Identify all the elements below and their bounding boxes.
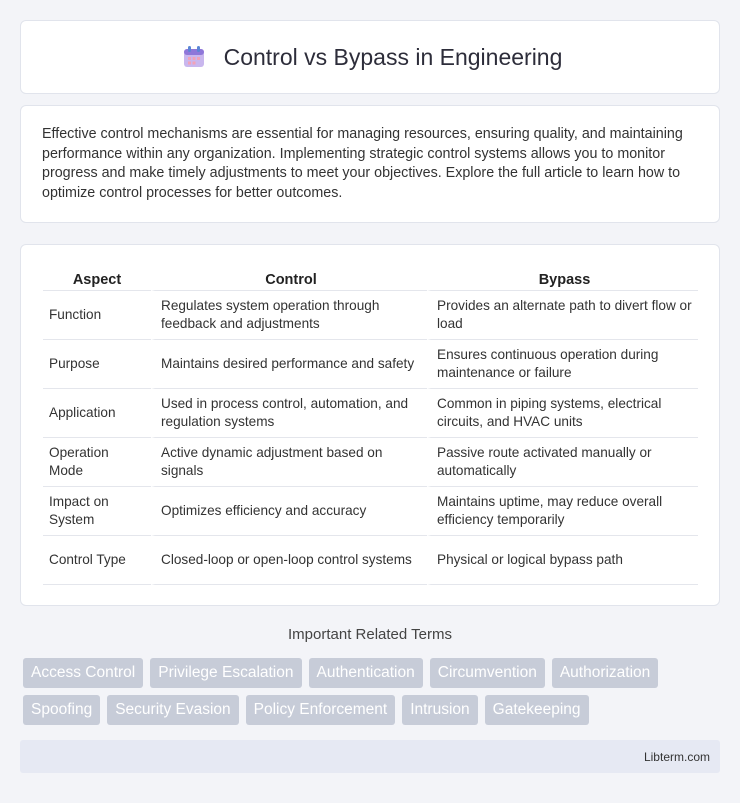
cell-control: Maintains desired performance and safety bbox=[151, 340, 427, 389]
cell-bypass: Physical or logical bypass path bbox=[427, 536, 698, 585]
comparison-card bbox=[20, 244, 720, 606]
cell-aspect: Operation Mode bbox=[43, 438, 151, 487]
cell-bypass: Provides an alternate path to divert flow or load bbox=[427, 291, 698, 340]
cell-aspect: Function bbox=[43, 291, 151, 340]
table-row bbox=[43, 536, 698, 585]
tag-privilege-escalation[interactable]: Privilege Escalation bbox=[150, 658, 301, 688]
cell-aspect: Application bbox=[43, 389, 151, 438]
tag-row bbox=[23, 658, 723, 688]
table-row bbox=[43, 389, 698, 438]
header-card bbox=[20, 20, 720, 94]
cell-control: Closed-loop or open-loop control systems bbox=[151, 536, 427, 585]
intro-text: Effective control mechanisms are essential for managing resources, ensuring quality, and maintaining performance within any organization. Implementing strategic control systems allows you to monitor progress and make timely adjustments to meet your objectives. Explore the full article to learn how to optimize control processes for better outcomes. bbox=[42, 126, 683, 201]
table-row bbox=[43, 291, 698, 340]
header-bypass: Bypass bbox=[427, 265, 698, 291]
cell-bypass: Common in piping systems, electrical circuits, and HVAC units bbox=[427, 389, 698, 438]
tag-intrusion[interactable]: Intrusion bbox=[402, 695, 477, 725]
tag-access-control[interactable]: Access Control bbox=[23, 658, 143, 688]
table-row bbox=[43, 438, 698, 487]
cell-bypass: Ensures continuous operation during maintenance or failure bbox=[427, 340, 698, 389]
cell-control: Active dynamic adjustment based on signals bbox=[151, 438, 427, 487]
cell-bypass: Passive route activated manually or automatically bbox=[427, 438, 698, 487]
header bbox=[178, 41, 563, 73]
related-terms-title: Important Related Terms bbox=[288, 626, 452, 643]
header-control: Control bbox=[151, 265, 427, 291]
header-aspect: Aspect bbox=[43, 265, 151, 291]
tag-authentication[interactable]: Authentication bbox=[309, 658, 423, 688]
cell-aspect: Control Type bbox=[43, 536, 151, 585]
cell-control: Optimizes efficiency and accuracy bbox=[151, 487, 427, 536]
tag-gatekeeping[interactable]: Gatekeeping bbox=[485, 695, 589, 725]
footer bbox=[20, 740, 720, 773]
tag-authorization[interactable]: Authorization bbox=[552, 658, 658, 688]
cell-aspect: Impact on System bbox=[43, 487, 151, 536]
cell-bypass: Maintains uptime, may reduce overall efficiency temporarily bbox=[427, 487, 698, 536]
tag-spoofing[interactable]: Spoofing bbox=[23, 695, 100, 725]
cell-control: Regulates system operation through feedback and adjustments bbox=[151, 291, 427, 340]
tag-circumvention[interactable]: Circumvention bbox=[430, 658, 545, 688]
calendar-icon bbox=[178, 41, 210, 73]
table-row bbox=[43, 340, 698, 389]
tag-security-evasion[interactable]: Security Evasion bbox=[107, 695, 238, 725]
table-header-row bbox=[43, 265, 698, 291]
intro-card bbox=[20, 105, 720, 223]
page-title: Control vs Bypass in Engineering bbox=[223, 43, 563, 70]
tag-policy-enforcement[interactable]: Policy Enforcement bbox=[246, 695, 396, 725]
footer-site-link[interactable]: Libterm.com bbox=[643, 749, 710, 764]
cell-aspect: Purpose bbox=[43, 340, 151, 389]
related-terms bbox=[23, 658, 723, 732]
cell-control: Used in process control, automation, and regulation systems bbox=[151, 389, 427, 438]
tag-row bbox=[23, 695, 723, 725]
table-row bbox=[43, 487, 698, 536]
comparison-table bbox=[43, 265, 698, 585]
